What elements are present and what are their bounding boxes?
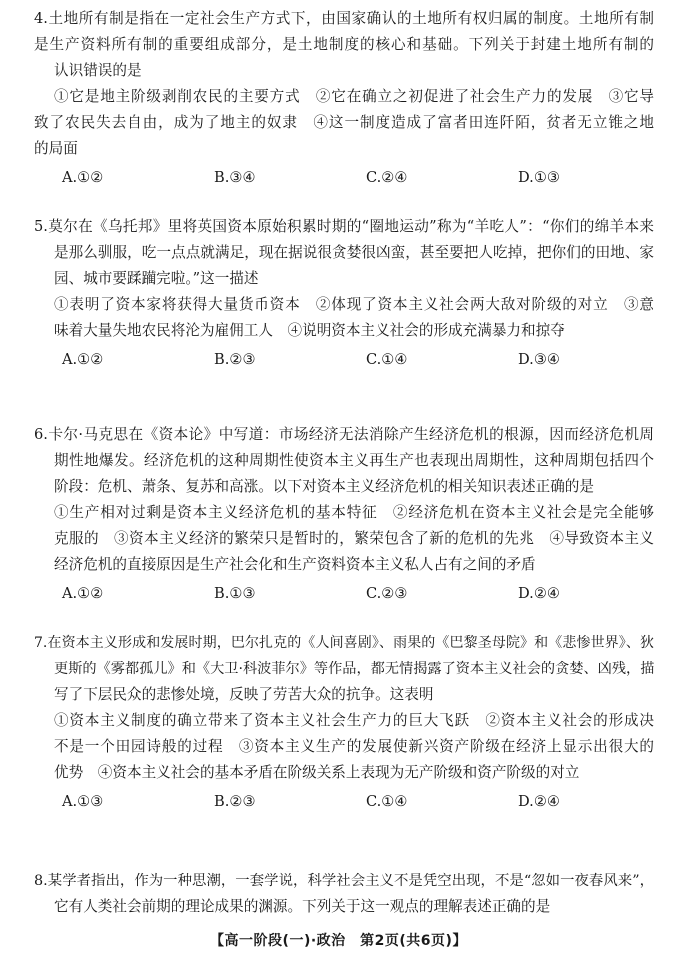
statement-line: 经济危机的直接原因是生产社会化和生产资料资本主义私人占有之间的矛盾 xyxy=(54,556,536,573)
statement-line: 克服的 ③资本主义经济的繁荣只是暂时的，繁荣包含了新的危机的先兆 ④导致资本主义 xyxy=(54,530,654,547)
statement-line: 优势 ④资本主义社会的基本矛盾在阶级关系上表现为无产阶级和资产阶级的对立 xyxy=(54,764,580,781)
answer-options xyxy=(34,162,654,194)
statement-line: ①资本主义制度的确立带来了资本主义社会生产力的巨大飞跃 ②资本主义社会的形成决 xyxy=(54,712,654,729)
question-stem-line: 认识错误的是 xyxy=(54,62,142,79)
option-c[interactable]: C.②④ xyxy=(366,169,408,186)
answer-options xyxy=(34,578,654,610)
question-5 xyxy=(34,214,654,376)
option-b[interactable]: B.②③ xyxy=(214,351,256,368)
question-stem-line: 4.土地所有制是指在一定社会生产方式下，由国家确认的土地所有权归属的制度。土地所有制 xyxy=(34,10,654,27)
statement-line: 的局面 xyxy=(34,140,78,157)
question-stem-line: 是生产资料所有制的重要组成部分，是土地制度的核心和基础。下列关于封建土地所有制的 xyxy=(34,36,654,53)
option-a[interactable]: A.①② xyxy=(62,585,104,602)
option-c[interactable]: C.②③ xyxy=(366,585,408,602)
option-a[interactable]: A.①③ xyxy=(62,793,104,810)
answer-options xyxy=(34,344,654,376)
question-stem-line: 8.某学者指出，作为一种思潮，一套学说，科学社会主义不是凭空出现，不是“忽如一夜春风来”， xyxy=(34,873,654,889)
question-stem-line: 期性地爆发。经济危机的这种周期性使资本主义再生产也表现出周期性，这种周期包括四个 xyxy=(54,452,654,469)
question-stem-line: 写了下层民众的悲惨处境，反映了劳苦大众的抗争。这表明 xyxy=(54,686,434,703)
option-c[interactable]: C.①④ xyxy=(366,351,408,368)
option-c[interactable]: C.①④ xyxy=(366,793,408,810)
question-6 xyxy=(34,422,654,610)
option-b[interactable]: B.②③ xyxy=(214,793,256,810)
statement-line: 致了农民失去自由，成为了地主的奴隶 ④这一制度造成了富者田连阡陌，贫者无立锥之地 xyxy=(34,114,654,131)
question-stem-line: 是那么驯服，吃一点点就满足，现在据说很贪婪很凶蛮，甚至要把人吃掉，把你们的田地、家 xyxy=(54,244,654,261)
statement-line: ①它是地主阶级剥削农民的主要方式 ②它在确立之初促进了社会生产力的发展 ③它导 xyxy=(54,88,654,105)
option-a[interactable]: A.①② xyxy=(62,351,104,368)
question-stem-line: 更斯的《雾都孤儿》和《大卫·科波菲尔》等作品，都无情揭露了资本主义社会的贪婪、凶残，描 xyxy=(54,661,655,677)
option-a[interactable]: A.①② xyxy=(62,169,104,186)
question-stem-line: 7.在资本主义形成和发展时期，巴尔扎克的《人间喜剧》、雨果的《巴黎圣母院》和《悲惨世界》、狄 xyxy=(34,635,654,651)
page-footer: 【高一阶段(一)·政治 第2页(共6页)】 xyxy=(210,933,467,949)
answer-options xyxy=(34,786,654,818)
question-7 xyxy=(34,630,654,818)
question-stem-line: 园、城市要蹂躏完啦。”这一描述 xyxy=(54,270,259,287)
statement-line: 味着大量失地农民将沦为雇佣工人 ④说明资本主义社会的形成充满暴力和掠夺 xyxy=(54,322,565,339)
option-d[interactable]: D.②④ xyxy=(518,585,560,602)
question-stem-line: 5.莫尔在《乌托邦》里将英国资本原始积累时期的“圈地运动”称为“羊吃人”：“你们的绵羊本来 xyxy=(34,218,654,235)
question-4 xyxy=(34,6,654,194)
statement-line: ①生产相对过剩是资本主义经济危机的基本特征 ②经济危机在资本主义社会是完全能够 xyxy=(54,504,654,521)
option-b[interactable]: B.③④ xyxy=(214,169,256,186)
option-d[interactable]: D.③④ xyxy=(518,351,560,368)
question-stem-line: 它有人类社会前期的理论成果的渊源。下列关于这一观点的理解表述正确的是 xyxy=(54,898,551,915)
option-d[interactable]: D.②④ xyxy=(518,793,560,810)
option-d[interactable]: D.①③ xyxy=(518,169,560,186)
statement-line: ①表明了资本家将获得大量货币资本 ②体现了资本主义社会两大敌对阶级的对立 ③意 xyxy=(54,296,654,313)
statement-line: 不是一个田园诗般的过程 ③资本主义生产的发展使新兴资产阶级在经济上显示出很大的 xyxy=(54,738,654,755)
option-b[interactable]: B.①③ xyxy=(214,585,256,602)
question-stem-line: 阶段：危机、萧条、复苏和高涨。以下对资本主义经济危机的相关知识表述正确的是 xyxy=(54,478,594,495)
question-8 xyxy=(34,868,654,920)
question-stem-line: 6.卡尔·马克思在《资本论》中写道：市场经济无法消除产生经济危机的根源，因而经济危机周 xyxy=(34,426,654,443)
